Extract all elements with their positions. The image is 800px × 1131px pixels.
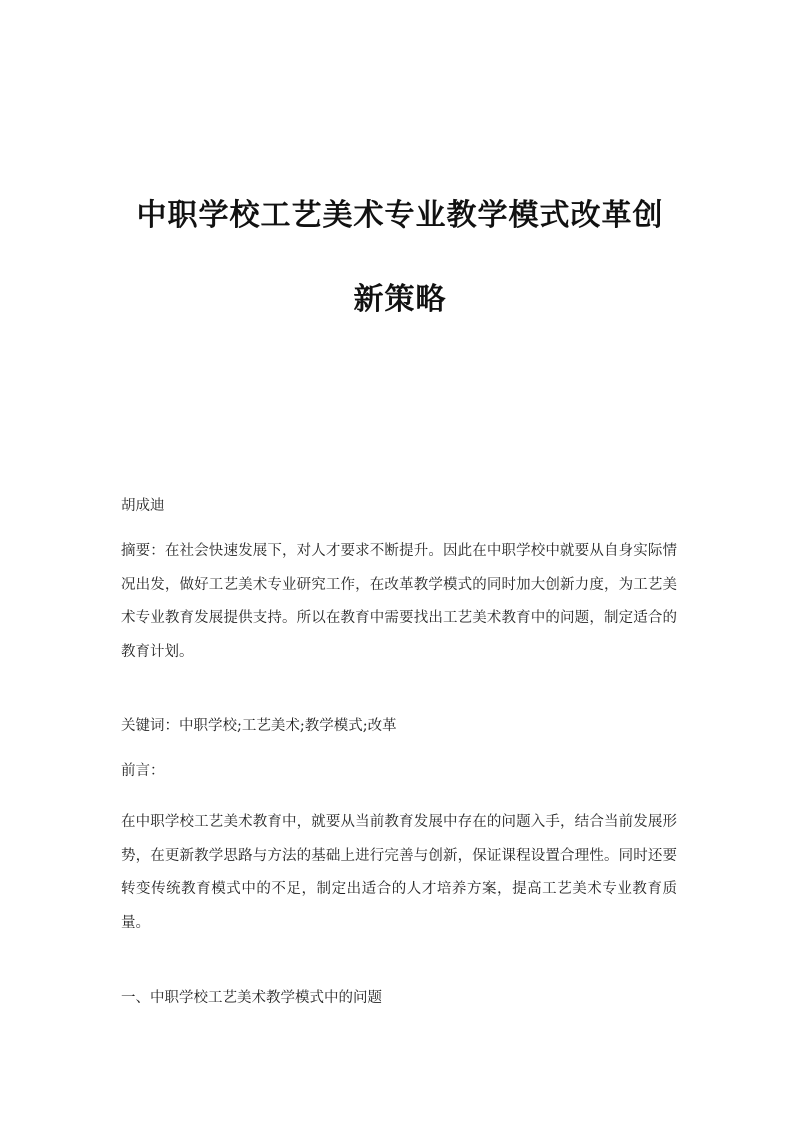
section-heading: 一、中职学校工艺美术教学模式中的问题 (121, 990, 382, 1006)
abstract-paragraph: 摘要：在社会快速发展下，对人才要求不断提升。因此在中职学校中就要从自身实际情况出发，做好工艺美术专业研究工作，在改革教学模式的同时加大创新力度，为工艺美术专业教育发展提供支持。所以在教育中需要找出工艺美术教育中的问题，制定适合的教育计划。 (121, 543, 677, 660)
keywords-line: 关键词：中职学校;工艺美术;教学模式;改革 (121, 718, 397, 734)
document-title-line-2: 新策略 (353, 282, 447, 317)
document-title-line-1: 中职学校工艺美术专业教学模式改革创 (136, 198, 664, 233)
author-name: 胡成迪 (121, 498, 165, 514)
intro-paragraph: 在中职学校工艺美术教育中，就要从当前教育发展中存在的问题入手，结合当前发展形势，在更新教学思路与方法的基础上进行完善与创新，保证课程设置合理性。同时还要转变传统教育模式中的不足，制定出适合的人才培养方案，提高工艺美术专业教育质量。 (121, 814, 677, 931)
preface-label: 前言： (121, 763, 165, 779)
